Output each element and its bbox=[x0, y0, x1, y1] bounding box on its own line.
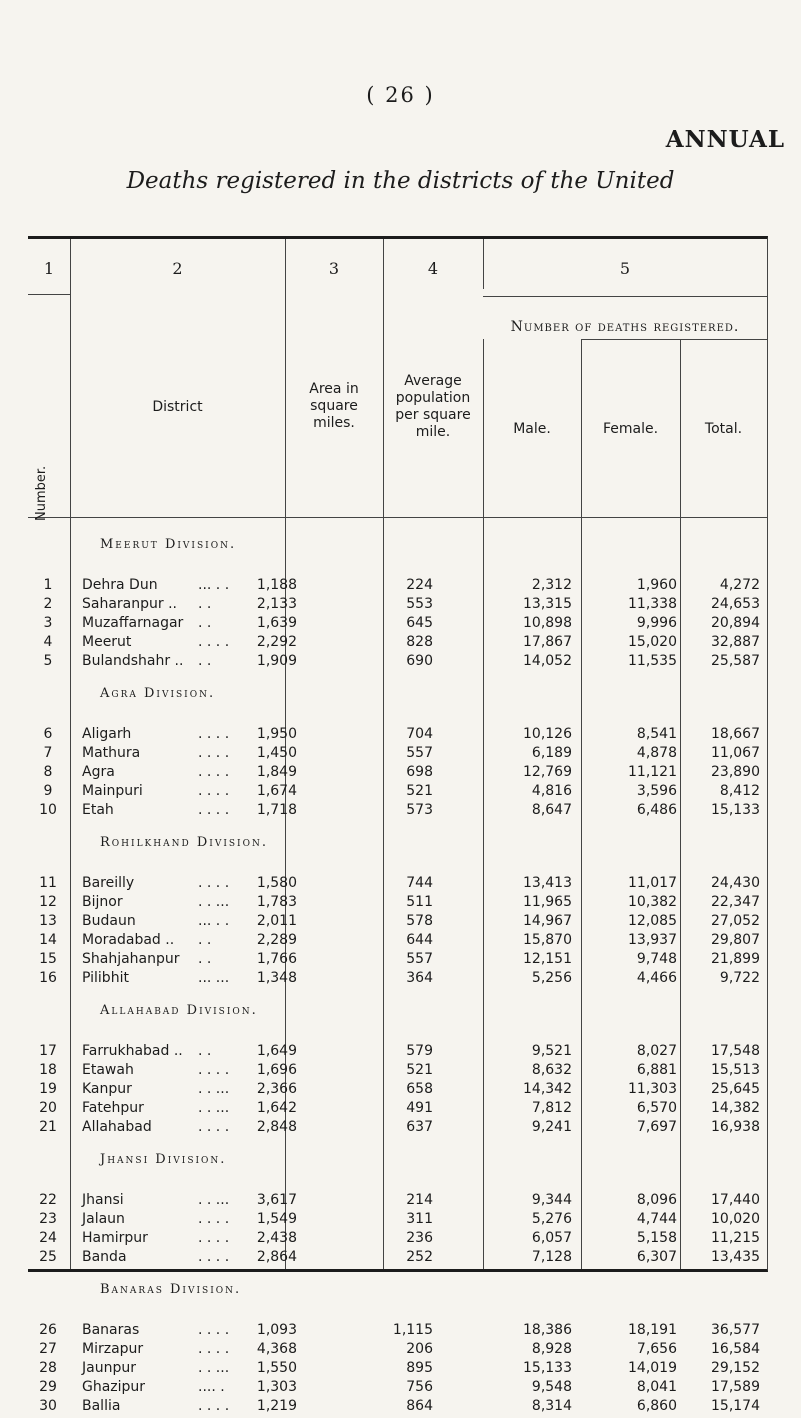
female-deaths: 3,596 bbox=[636, 783, 677, 799]
district-name: Aligarh bbox=[82, 726, 132, 742]
population-value: 698 bbox=[406, 764, 433, 780]
column-number: 2 bbox=[172, 259, 183, 278]
header-area: Area in square miles. bbox=[309, 381, 359, 431]
area-value: 1,909 bbox=[256, 653, 297, 669]
column-number: 4 bbox=[427, 259, 439, 278]
male-deaths: 9,548 bbox=[531, 1379, 572, 1395]
female-deaths: 7,656 bbox=[636, 1341, 677, 1357]
total-deaths: 32,887 bbox=[711, 634, 760, 650]
female-deaths: 8,041 bbox=[636, 1379, 677, 1395]
table-title: Deaths registered in the districts of the United bbox=[126, 168, 675, 194]
leader-dots: . . ... bbox=[198, 1081, 230, 1097]
table-row bbox=[28, 802, 767, 822]
population-value: 236 bbox=[406, 1230, 433, 1246]
leader-dots: . . . . bbox=[198, 1211, 230, 1227]
male-deaths: 8,928 bbox=[531, 1341, 572, 1357]
female-deaths: 18,191 bbox=[628, 1322, 677, 1338]
female-deaths: 4,466 bbox=[636, 970, 677, 986]
population-value: 744 bbox=[406, 875, 433, 891]
area-value: 1,766 bbox=[256, 951, 297, 967]
male-deaths: 15,870 bbox=[523, 932, 572, 948]
leader-dots: ... . . bbox=[198, 577, 230, 593]
division-heading: Banaras Division. bbox=[100, 1282, 242, 1297]
row-number: 12 bbox=[39, 894, 57, 910]
table-row bbox=[28, 1249, 767, 1269]
total-deaths: 24,430 bbox=[711, 875, 760, 891]
division-heading: Rohilkhand Division. bbox=[100, 835, 268, 850]
female-deaths: 9,748 bbox=[636, 951, 677, 967]
population-value: 704 bbox=[406, 726, 433, 742]
area-value: 2,848 bbox=[256, 1119, 297, 1135]
district-name: Bijnor bbox=[82, 894, 123, 910]
total-deaths: 22,347 bbox=[711, 894, 760, 910]
district-name: Ghazipur bbox=[82, 1379, 146, 1395]
total-deaths: 17,440 bbox=[711, 1192, 760, 1208]
female-deaths: 11,121 bbox=[628, 764, 677, 780]
column-number: 3 bbox=[328, 259, 340, 278]
area-value: 2,366 bbox=[256, 1081, 297, 1097]
district-name: Mainpuri bbox=[82, 783, 143, 799]
leader-dots: . . bbox=[198, 596, 212, 612]
division-heading: Jhansi Division. bbox=[100, 1152, 227, 1167]
district-name: Moradabad .. bbox=[82, 932, 175, 948]
female-deaths: 11,017 bbox=[628, 875, 677, 891]
population-value: 224 bbox=[406, 577, 433, 593]
total-deaths: 36,577 bbox=[711, 1322, 760, 1338]
population-value: 553 bbox=[406, 596, 433, 612]
total-deaths: 17,548 bbox=[711, 1043, 760, 1059]
row-number: 5 bbox=[43, 653, 53, 669]
table-row bbox=[28, 932, 767, 952]
leader-dots: . . bbox=[198, 932, 212, 948]
leader-dots: . . ... bbox=[198, 1100, 230, 1116]
total-deaths: 21,899 bbox=[711, 951, 760, 967]
row-number: 7 bbox=[43, 745, 53, 761]
area-value: 2,133 bbox=[256, 596, 297, 612]
district-name: Ballia bbox=[82, 1398, 121, 1414]
deaths-table bbox=[28, 236, 768, 1414]
district-name: Hamirpur bbox=[82, 1230, 148, 1246]
row-number: 2 bbox=[43, 596, 53, 612]
division-heading: Allahabad Division. bbox=[100, 1003, 258, 1018]
male-deaths: 10,898 bbox=[523, 615, 572, 631]
table-row bbox=[28, 1322, 767, 1342]
female-deaths: 7,697 bbox=[636, 1119, 677, 1135]
population-value: 828 bbox=[406, 634, 433, 650]
total-deaths: 27,052 bbox=[711, 913, 760, 929]
district-name: Budaun bbox=[82, 913, 136, 929]
area-value: 4,368 bbox=[256, 1341, 297, 1357]
total-deaths: 24,653 bbox=[711, 596, 760, 612]
male-deaths: 13,315 bbox=[523, 596, 572, 612]
area-value: 2,011 bbox=[256, 913, 297, 929]
row-number: 27 bbox=[39, 1341, 57, 1357]
table-row bbox=[28, 1119, 767, 1139]
female-deaths: 9,996 bbox=[636, 615, 677, 631]
population-value: 637 bbox=[406, 1119, 433, 1135]
population-value: 311 bbox=[406, 1211, 433, 1227]
district-name: Shahjahanpur bbox=[82, 951, 180, 967]
total-deaths: 23,890 bbox=[711, 764, 760, 780]
male-deaths: 11,965 bbox=[523, 894, 572, 910]
row-number: 10 bbox=[39, 802, 57, 818]
district-name: Farrukhabad .. bbox=[82, 1043, 183, 1059]
area-value: 3,617 bbox=[256, 1192, 297, 1208]
leader-dots: .... . bbox=[198, 1379, 225, 1395]
population-value: 658 bbox=[406, 1081, 433, 1097]
running-head: ANNUAL bbox=[665, 126, 785, 153]
district-name: Bareilly bbox=[82, 875, 135, 891]
male-deaths: 12,769 bbox=[523, 764, 572, 780]
female-deaths: 15,020 bbox=[628, 634, 677, 650]
total-deaths: 15,513 bbox=[711, 1062, 760, 1078]
district-name: Etawah bbox=[82, 1062, 134, 1078]
district-name: Dehra Dun bbox=[82, 577, 158, 593]
area-value: 2,289 bbox=[256, 932, 297, 948]
table-row bbox=[28, 577, 767, 597]
leader-dots: . . . . bbox=[198, 783, 230, 799]
area-value: 1,696 bbox=[256, 1062, 297, 1078]
female-deaths: 1,960 bbox=[636, 577, 677, 593]
area-value: 1,188 bbox=[256, 577, 297, 593]
male-deaths: 14,052 bbox=[523, 653, 572, 669]
area-value: 1,450 bbox=[256, 745, 297, 761]
female-deaths: 6,307 bbox=[636, 1249, 677, 1265]
area-value: 1,348 bbox=[256, 970, 297, 986]
row-number: 30 bbox=[39, 1398, 57, 1414]
female-deaths: 11,303 bbox=[628, 1081, 677, 1097]
division-heading: Agra Division. bbox=[100, 686, 216, 701]
table-row bbox=[28, 1379, 767, 1399]
header-population: Average population per square mile. bbox=[395, 373, 471, 440]
leader-dots: . . . . bbox=[198, 1322, 230, 1338]
row-number: 24 bbox=[39, 1230, 57, 1246]
male-deaths: 9,521 bbox=[531, 1043, 572, 1059]
area-value: 2,292 bbox=[256, 634, 297, 650]
total-deaths: 10,020 bbox=[711, 1211, 760, 1227]
row-number: 29 bbox=[39, 1379, 57, 1395]
row-number: 16 bbox=[39, 970, 57, 986]
row-number: 21 bbox=[39, 1119, 57, 1135]
population-value: 206 bbox=[406, 1341, 433, 1357]
total-deaths: 16,938 bbox=[711, 1119, 760, 1135]
population-value: 645 bbox=[406, 615, 433, 631]
female-deaths: 12,085 bbox=[628, 913, 677, 929]
row-number: 4 bbox=[43, 634, 53, 650]
total-deaths: 11,067 bbox=[711, 745, 760, 761]
population-value: 214 bbox=[406, 1192, 433, 1208]
leader-dots: . . bbox=[198, 951, 212, 967]
leader-dots: . . bbox=[198, 1043, 212, 1059]
male-deaths: 6,189 bbox=[531, 745, 572, 761]
area-value: 1,849 bbox=[256, 764, 297, 780]
population-value: 364 bbox=[406, 970, 433, 986]
header-number: Number. bbox=[34, 465, 49, 521]
table-row bbox=[28, 1100, 767, 1120]
row-number: 14 bbox=[39, 932, 57, 948]
total-deaths: 15,174 bbox=[711, 1398, 760, 1414]
district-name: Banaras bbox=[82, 1322, 140, 1338]
table-row bbox=[28, 970, 767, 990]
table-row bbox=[28, 596, 767, 616]
population-value: 511 bbox=[406, 894, 433, 910]
population-value: 756 bbox=[406, 1379, 433, 1395]
column-number: 5 bbox=[619, 259, 631, 278]
male-deaths: 12,151 bbox=[523, 951, 572, 967]
table-row bbox=[28, 745, 767, 765]
female-deaths: 10,382 bbox=[628, 894, 677, 910]
header-deaths-group: Number of deaths registered. bbox=[510, 319, 740, 335]
leader-dots: . . . . bbox=[198, 1062, 230, 1078]
population-value: 491 bbox=[406, 1100, 433, 1116]
leader-dots: . . . . bbox=[198, 875, 230, 891]
header-district: District bbox=[152, 399, 203, 415]
leader-dots: ... . . bbox=[198, 913, 230, 929]
total-deaths: 14,382 bbox=[711, 1100, 760, 1116]
female-deaths: 4,744 bbox=[636, 1211, 677, 1227]
male-deaths: 6,057 bbox=[531, 1230, 572, 1246]
area-value: 2,864 bbox=[256, 1249, 297, 1265]
leader-dots: . . . . bbox=[198, 802, 230, 818]
row-number: 17 bbox=[39, 1043, 57, 1059]
male-deaths: 9,344 bbox=[531, 1192, 572, 1208]
table-row bbox=[28, 726, 767, 746]
area-value: 1,303 bbox=[256, 1379, 297, 1395]
area-value: 1,580 bbox=[256, 875, 297, 891]
district-name: Agra bbox=[82, 764, 115, 780]
district-name: Allahabad bbox=[82, 1119, 152, 1135]
row-number: 23 bbox=[39, 1211, 57, 1227]
female-deaths: 4,878 bbox=[636, 745, 677, 761]
row-number: 28 bbox=[39, 1360, 57, 1376]
male-deaths: 18,386 bbox=[523, 1322, 572, 1338]
district-name: Muzaffarnagar bbox=[82, 615, 184, 631]
area-value: 1,950 bbox=[256, 726, 297, 742]
population-value: 557 bbox=[406, 951, 433, 967]
male-deaths: 15,133 bbox=[523, 1360, 572, 1376]
table-row bbox=[28, 615, 767, 635]
male-deaths: 17,867 bbox=[523, 634, 572, 650]
leader-dots: ... ... bbox=[198, 970, 230, 986]
female-deaths: 8,096 bbox=[636, 1192, 677, 1208]
row-number: 19 bbox=[39, 1081, 57, 1097]
total-deaths: 4,272 bbox=[719, 577, 760, 593]
district-name: Mathura bbox=[82, 745, 141, 761]
population-value: 644 bbox=[406, 932, 433, 948]
leader-dots: . . ... bbox=[198, 1192, 230, 1208]
area-value: 1,093 bbox=[256, 1322, 297, 1338]
row-number: 3 bbox=[43, 615, 53, 631]
page-number: ( 26 ) bbox=[366, 83, 435, 107]
table-row bbox=[28, 913, 767, 933]
area-value: 1,219 bbox=[256, 1398, 297, 1414]
leader-dots: . . . . bbox=[198, 745, 230, 761]
table-row bbox=[28, 1341, 767, 1361]
row-number: 11 bbox=[39, 875, 57, 891]
male-deaths: 9,241 bbox=[531, 1119, 572, 1135]
district-name: Pilibhit bbox=[82, 970, 129, 986]
total-deaths: 9,722 bbox=[719, 970, 760, 986]
leader-dots: . . . . bbox=[198, 634, 230, 650]
table-row bbox=[28, 1211, 767, 1231]
male-deaths: 13,413 bbox=[523, 875, 572, 891]
population-value: 864 bbox=[406, 1398, 433, 1414]
district-name: Mirzapur bbox=[82, 1341, 144, 1357]
total-deaths: 16,584 bbox=[711, 1341, 760, 1357]
population-value: 895 bbox=[406, 1360, 433, 1376]
row-number: 8 bbox=[43, 764, 53, 780]
table-row bbox=[28, 1230, 767, 1250]
district-name: Jhansi bbox=[82, 1192, 124, 1208]
area-value: 1,549 bbox=[256, 1211, 297, 1227]
leader-dots: . . . . bbox=[198, 1341, 230, 1357]
district-name: Kanpur bbox=[82, 1081, 132, 1097]
leader-dots: . . bbox=[198, 615, 212, 631]
total-deaths: 8,412 bbox=[719, 783, 760, 799]
total-deaths: 29,152 bbox=[711, 1360, 760, 1376]
header-female: Female. bbox=[602, 421, 659, 437]
female-deaths: 6,486 bbox=[636, 802, 677, 818]
row-number: 15 bbox=[39, 951, 57, 967]
male-deaths: 7,812 bbox=[531, 1100, 572, 1116]
population-value: 521 bbox=[406, 1062, 433, 1078]
population-value: 1,115 bbox=[392, 1322, 433, 1338]
total-deaths: 29,807 bbox=[711, 932, 760, 948]
male-deaths: 14,342 bbox=[523, 1081, 572, 1097]
area-value: 1,718 bbox=[256, 802, 297, 818]
district-name: Jaunpur bbox=[82, 1360, 136, 1376]
female-deaths: 11,338 bbox=[628, 596, 677, 612]
header-total: Total. bbox=[704, 421, 743, 437]
district-name: Fatehpur bbox=[82, 1100, 144, 1116]
leader-dots: . . ... bbox=[198, 1360, 230, 1376]
leader-dots: . . . . bbox=[198, 764, 230, 780]
row-number: 13 bbox=[39, 913, 57, 929]
male-deaths: 8,314 bbox=[531, 1398, 572, 1414]
district-name: Banda bbox=[82, 1249, 127, 1265]
male-deaths: 14,967 bbox=[523, 913, 572, 929]
district-name: Jalaun bbox=[82, 1211, 125, 1227]
male-deaths: 5,256 bbox=[531, 970, 572, 986]
male-deaths: 4,816 bbox=[531, 783, 572, 799]
row-number: 22 bbox=[39, 1192, 57, 1208]
area-value: 1,783 bbox=[256, 894, 297, 910]
female-deaths: 6,881 bbox=[636, 1062, 677, 1078]
female-deaths: 11,535 bbox=[628, 653, 677, 669]
row-number: 20 bbox=[39, 1100, 57, 1116]
female-deaths: 8,541 bbox=[636, 726, 677, 742]
table-row bbox=[28, 1398, 767, 1418]
table-row bbox=[28, 1360, 767, 1380]
table-row bbox=[28, 951, 767, 971]
table-row bbox=[28, 634, 767, 654]
total-deaths: 18,667 bbox=[711, 726, 760, 742]
row-number: 6 bbox=[43, 726, 53, 742]
female-deaths: 8,027 bbox=[636, 1043, 677, 1059]
population-value: 252 bbox=[406, 1249, 433, 1265]
male-deaths: 2,312 bbox=[531, 577, 572, 593]
total-deaths: 25,645 bbox=[711, 1081, 760, 1097]
population-value: 557 bbox=[406, 745, 433, 761]
area-value: 1,639 bbox=[256, 615, 297, 631]
table-row bbox=[28, 1192, 767, 1212]
district-name: Etah bbox=[82, 802, 114, 818]
area-value: 2,438 bbox=[256, 1230, 297, 1246]
population-value: 690 bbox=[406, 653, 433, 669]
column-number: 1 bbox=[43, 259, 55, 278]
male-deaths: 8,632 bbox=[531, 1062, 572, 1078]
header-male: Male. bbox=[513, 421, 551, 437]
row-number: 25 bbox=[39, 1249, 57, 1265]
district-name: Saharanpur .. bbox=[82, 596, 177, 612]
male-deaths: 10,126 bbox=[523, 726, 572, 742]
total-deaths: 20,894 bbox=[711, 615, 760, 631]
district-name: Meerut bbox=[82, 634, 132, 650]
male-deaths: 7,128 bbox=[531, 1249, 572, 1265]
table-row bbox=[28, 783, 767, 803]
leader-dots: . . ... bbox=[198, 894, 230, 910]
female-deaths: 5,158 bbox=[636, 1230, 677, 1246]
total-deaths: 13,435 bbox=[711, 1249, 760, 1265]
table-row bbox=[28, 653, 767, 673]
area-value: 1,642 bbox=[256, 1100, 297, 1116]
area-value: 1,550 bbox=[256, 1360, 297, 1376]
table-row bbox=[28, 875, 767, 895]
leader-dots: . . bbox=[198, 653, 212, 669]
area-value: 1,674 bbox=[256, 783, 297, 799]
leader-dots: . . . . bbox=[198, 1398, 230, 1414]
row-number: 9 bbox=[43, 783, 53, 799]
population-value: 578 bbox=[406, 913, 433, 929]
area-value: 1,649 bbox=[256, 1043, 297, 1059]
female-deaths: 6,570 bbox=[636, 1100, 677, 1116]
table-row bbox=[28, 894, 767, 914]
female-deaths: 6,860 bbox=[636, 1398, 677, 1414]
total-deaths: 25,587 bbox=[711, 653, 760, 669]
leader-dots: . . . . bbox=[198, 1119, 230, 1135]
table-row bbox=[28, 1062, 767, 1082]
table-row bbox=[28, 1043, 767, 1063]
male-deaths: 5,276 bbox=[531, 1211, 572, 1227]
row-number: 18 bbox=[39, 1062, 57, 1078]
population-value: 579 bbox=[406, 1043, 433, 1059]
leader-dots: . . . . bbox=[198, 1230, 230, 1246]
table-row bbox=[28, 764, 767, 784]
table-row bbox=[28, 1081, 767, 1101]
male-deaths: 8,647 bbox=[531, 802, 572, 818]
leader-dots: . . . . bbox=[198, 1249, 230, 1265]
division-heading: Meerut Division. bbox=[100, 537, 237, 552]
population-value: 521 bbox=[406, 783, 433, 799]
total-deaths: 17,589 bbox=[711, 1379, 760, 1395]
total-deaths: 11,215 bbox=[711, 1230, 760, 1246]
row-number: 1 bbox=[43, 577, 53, 593]
female-deaths: 14,019 bbox=[628, 1360, 677, 1376]
row-number: 26 bbox=[39, 1322, 57, 1338]
population-value: 573 bbox=[406, 802, 433, 818]
leader-dots: . . . . bbox=[198, 726, 230, 742]
total-deaths: 15,133 bbox=[711, 802, 760, 818]
female-deaths: 13,937 bbox=[628, 932, 677, 948]
district-name: Bulandshahr .. bbox=[82, 653, 184, 669]
